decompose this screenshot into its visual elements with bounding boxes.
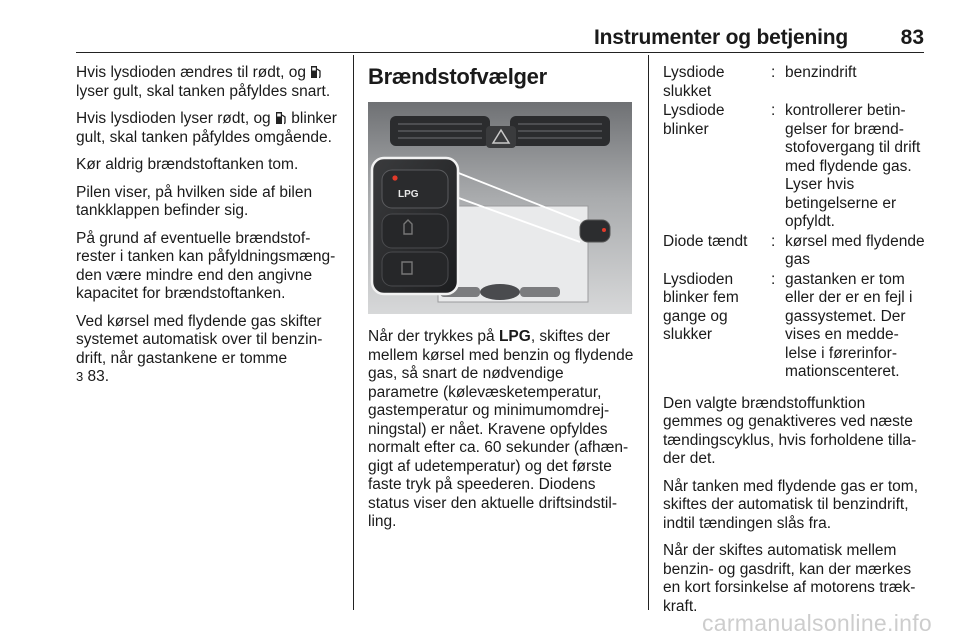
paragraph: Den valgte brændstoffunktion gemmes og genaktiveres ved næste tændingscyklus, hvis forholdene tillader det. [663,394,917,467]
paragraph: Hvis lysdioden ændres til rødt, og lyser gult, skal tanken påfyldes snart. [76,64,331,100]
paragraph: Når der skiftes automatisk mellem benzin- og gasdrift, kan der mærkes en kort forsinkelse af motorens trækkraft. [663,542,916,615]
status-row [663,233,925,271]
paragraph: Når tanken med flydende gas er tom, skiftes der automatisk til benzindrift, indtil tændingen slås fra. [663,477,919,532]
status-term: Lysdioden blinker fem gange og slukker [663,270,739,343]
watermark: carmanualsonline.info [701,610,932,636]
status-colon: : [771,270,776,288]
page-reference-link[interactable]: 83. [83,368,110,385]
paragraph: På grund af eventuelle brændstofrester i tanken kan påfyldningsmængden være mindre end den angivne kapacitet for brændstoftanken. [76,229,336,302]
fuel-pump-icon [310,65,322,79]
dashboard-lpg-button-photo [368,102,632,314]
status-row [663,64,925,102]
status-description: kørsel med flydende gas [785,232,925,268]
status-term: Diode tændt [663,232,748,250]
status-colon: : [771,102,776,119]
header-rule [76,52,924,53]
status-description: benzindrift [785,64,857,81]
paragraph: Pilen viser, på hvilken side af bilen tankklappen befinder sig. [76,183,313,219]
led-status-table [663,64,925,383]
paragraph: Kør aldrig brændstoftanken tom. [76,156,299,173]
fuel-pump-icon [275,111,287,125]
status-term: Lysdiode slukket [663,64,725,100]
status-description: gastanken er tom eller der er en fejl i gassystemet. Der vises en meddelelse i førerinformationscenteret. [785,270,913,380]
status-description: kontrollerer betingelser for brændstofovergang til drift med flydende gas. Lyser hvis betingelserne er opfyldt. [785,102,921,230]
lpg-button-reference: LPG [498,328,531,345]
column-divider-2 [648,55,649,610]
paragraph: Hvis lysdioden lyser rødt, og blinker gult, skal tanken påfyldes omgående. [76,110,337,146]
status-row [663,102,925,233]
chapter-title: Instrumenter og betjening [593,26,848,49]
column-right [663,64,925,625]
status-colon: : [771,64,776,81]
page-reference-arrow-icon: 3 [76,369,84,384]
column-divider-1 [353,55,354,610]
status-term: Lysdiode blinker [663,102,725,138]
column-left [76,64,338,396]
paragraph: Ved kørsel med flydende gas skifter systemet automatisk over til benzindrift, når gastankene er tomme 3 83. [76,312,323,385]
section-title: Brændstofvælger [368,64,547,89]
page-header [0,0,960,55]
paragraph: Når der trykkes på LPG, skiftes der mellem kørsel med benzin og flydende gas, så snart de nødvendige parametre (kølevæsketemperatur, gastemperatur og minimumomdrejningstal) er nået. Kravene opfyldes normalt efter ca. 60 sekunder (afhængigt af udetemperatur) og det første faste tryk på speederen. Diodens status viser den aktuelle driftsindstilling. [368,328,634,530]
column-middle [368,64,634,541]
page-number: 83 [900,26,924,49]
lpg-button-label: LPG [398,189,419,200]
status-colon: : [771,232,776,250]
status-row [663,271,925,383]
